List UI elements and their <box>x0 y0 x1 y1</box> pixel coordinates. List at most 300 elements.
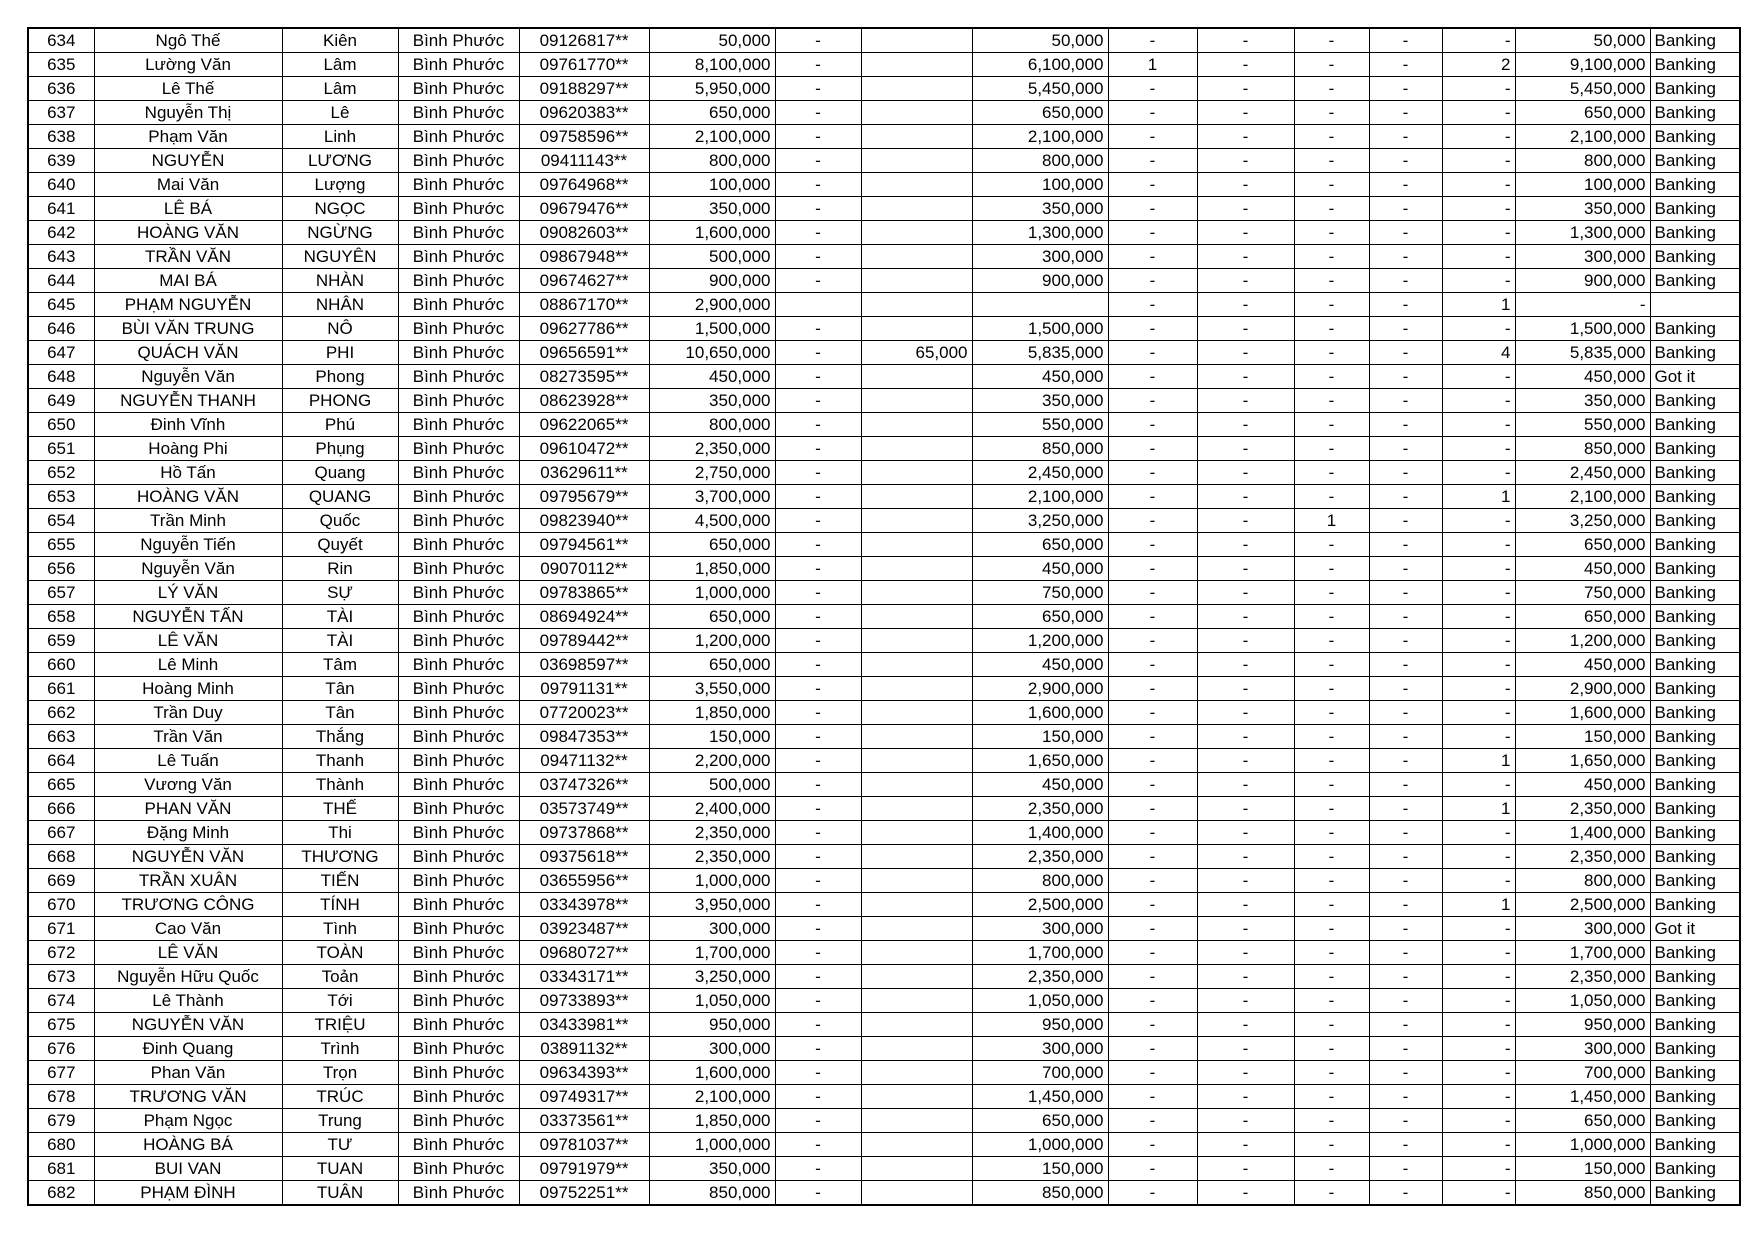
amount-cell: 800,000 <box>649 149 775 173</box>
dash-cell: - <box>775 557 861 581</box>
count-col-3: - <box>1294 28 1369 53</box>
amount-cell: 2,350,000 <box>649 845 775 869</box>
count-col-2: - <box>1197 605 1294 629</box>
total-cell: 900,000 <box>1515 269 1650 293</box>
province-cell: Bình Phước <box>398 941 519 965</box>
count-col-2: - <box>1197 1061 1294 1085</box>
count-col-4: - <box>1369 653 1442 677</box>
phone-cell: 09764968** <box>519 173 649 197</box>
province-cell: Bình Phước <box>398 1109 519 1133</box>
given-name-cell: Trình <box>282 1037 398 1061</box>
given-name-cell: TRIỆU <box>282 1013 398 1037</box>
row-number: 666 <box>28 797 94 821</box>
count-col-3: - <box>1294 365 1369 389</box>
count-col-3: - <box>1294 1037 1369 1061</box>
count-col-2: - <box>1197 173 1294 197</box>
paid-amount-cell: 2,350,000 <box>972 845 1108 869</box>
method-cell <box>1650 293 1740 317</box>
province-cell: Bình Phước <box>398 917 519 941</box>
method-cell: Banking <box>1650 677 1740 701</box>
count-col-2: - <box>1197 365 1294 389</box>
count-col-1: - <box>1108 461 1197 485</box>
method-cell: Banking <box>1650 533 1740 557</box>
paid-amount-cell: 650,000 <box>972 1109 1108 1133</box>
row-number: 660 <box>28 653 94 677</box>
count-col-3: - <box>1294 1085 1369 1109</box>
count-col-5: - <box>1442 149 1515 173</box>
fee-cell <box>861 365 972 389</box>
count-col-2: - <box>1197 869 1294 893</box>
phone-cell: 09733893** <box>519 989 649 1013</box>
dash-cell: - <box>775 365 861 389</box>
count-col-3: - <box>1294 413 1369 437</box>
amount-cell: 3,550,000 <box>649 677 775 701</box>
surname-cell: NGUYỄN VĂN <box>94 1013 282 1037</box>
dash-cell: - <box>775 677 861 701</box>
surname-cell: Trần Văn <box>94 725 282 749</box>
amount-cell: 3,250,000 <box>649 965 775 989</box>
count-col-2: - <box>1197 53 1294 77</box>
count-col-2: - <box>1197 149 1294 173</box>
paid-amount-cell: 550,000 <box>972 413 1108 437</box>
row-number: 663 <box>28 725 94 749</box>
province-cell: Bình Phước <box>398 1085 519 1109</box>
count-col-1: - <box>1108 197 1197 221</box>
row-number: 649 <box>28 389 94 413</box>
count-col-3: - <box>1294 197 1369 221</box>
paid-amount-cell: 5,835,000 <box>972 341 1108 365</box>
total-cell: 1,000,000 <box>1515 1133 1650 1157</box>
province-cell: Bình Phước <box>398 677 519 701</box>
count-col-5: - <box>1442 629 1515 653</box>
dash-cell: - <box>775 1037 861 1061</box>
table-row <box>28 197 1740 221</box>
given-name-cell: TÍNH <box>282 893 398 917</box>
count-col-4: - <box>1369 965 1442 989</box>
count-col-4: - <box>1369 869 1442 893</box>
paid-amount-cell: 3,250,000 <box>972 509 1108 533</box>
total-cell: 1,400,000 <box>1515 821 1650 845</box>
given-name-cell: Thanh <box>282 749 398 773</box>
count-col-5: 1 <box>1442 893 1515 917</box>
amount-cell: 2,200,000 <box>649 749 775 773</box>
method-cell: Banking <box>1650 893 1740 917</box>
row-number: 672 <box>28 941 94 965</box>
phone-cell: 09620383** <box>519 101 649 125</box>
count-col-3: - <box>1294 653 1369 677</box>
count-col-1: - <box>1108 581 1197 605</box>
dash-cell: - <box>775 125 861 149</box>
fee-cell <box>861 581 972 605</box>
count-col-3: - <box>1294 245 1369 269</box>
row-number: 654 <box>28 509 94 533</box>
count-col-4: - <box>1369 149 1442 173</box>
province-cell: Bình Phước <box>398 845 519 869</box>
given-name-cell: TIẾN <box>282 869 398 893</box>
count-col-3: - <box>1294 701 1369 725</box>
dash-cell: - <box>775 749 861 773</box>
province-cell: Bình Phước <box>398 437 519 461</box>
given-name-cell: Quốc <box>282 509 398 533</box>
count-col-5: - <box>1442 245 1515 269</box>
table-row <box>28 1109 1740 1133</box>
count-col-1: - <box>1108 1061 1197 1085</box>
method-cell: Banking <box>1650 197 1740 221</box>
fee-cell <box>861 461 972 485</box>
table-row <box>28 101 1740 125</box>
table-row <box>28 1061 1740 1085</box>
count-col-4: - <box>1369 1085 1442 1109</box>
method-cell: Banking <box>1650 1133 1740 1157</box>
given-name-cell: Phụng <box>282 437 398 461</box>
count-col-2: - <box>1197 77 1294 101</box>
row-number: 680 <box>28 1133 94 1157</box>
count-col-2: - <box>1197 1037 1294 1061</box>
method-cell: Banking <box>1650 1013 1740 1037</box>
count-col-3: - <box>1294 749 1369 773</box>
count-col-3: - <box>1294 485 1369 509</box>
given-name-cell: TRÚC <box>282 1085 398 1109</box>
count-col-3: - <box>1294 557 1369 581</box>
count-col-1: - <box>1108 821 1197 845</box>
row-number: 641 <box>28 197 94 221</box>
count-col-4: - <box>1369 749 1442 773</box>
count-col-1: - <box>1108 989 1197 1013</box>
total-cell: 850,000 <box>1515 437 1650 461</box>
table-row <box>28 989 1740 1013</box>
dash-cell: - <box>775 509 861 533</box>
fee-cell <box>861 1181 972 1206</box>
count-col-4: - <box>1369 461 1442 485</box>
given-name-cell: TUÂN <box>282 1181 398 1206</box>
paid-amount-cell <box>972 293 1108 317</box>
total-cell: - <box>1515 293 1650 317</box>
phone-cell: 09791131** <box>519 677 649 701</box>
fee-cell <box>861 149 972 173</box>
given-name-cell: NHÀN <box>282 269 398 293</box>
given-name-cell: Kiên <box>282 28 398 53</box>
amount-cell: 650,000 <box>649 533 775 557</box>
count-col-4: - <box>1369 389 1442 413</box>
given-name-cell: LƯƠNG <box>282 149 398 173</box>
count-col-4: - <box>1369 797 1442 821</box>
table-row <box>28 749 1740 773</box>
count-col-5: - <box>1442 269 1515 293</box>
amount-cell: 2,100,000 <box>649 125 775 149</box>
given-name-cell: Tới <box>282 989 398 1013</box>
count-col-4: - <box>1369 173 1442 197</box>
table-row <box>28 125 1740 149</box>
count-col-5: - <box>1442 989 1515 1013</box>
total-cell: 2,500,000 <box>1515 893 1650 917</box>
phone-cell: 03373561** <box>519 1109 649 1133</box>
count-col-5: - <box>1442 965 1515 989</box>
amount-cell: 650,000 <box>649 605 775 629</box>
row-number: 638 <box>28 125 94 149</box>
count-col-1: - <box>1108 125 1197 149</box>
count-col-5: 1 <box>1442 797 1515 821</box>
method-cell: Banking <box>1650 53 1740 77</box>
count-col-1: - <box>1108 317 1197 341</box>
surname-cell: Trần Minh <box>94 509 282 533</box>
count-col-5: - <box>1442 917 1515 941</box>
count-col-1: - <box>1108 245 1197 269</box>
paid-amount-cell: 450,000 <box>972 653 1108 677</box>
table-row <box>28 1037 1740 1061</box>
method-cell: Got it <box>1650 917 1740 941</box>
count-col-4: - <box>1369 77 1442 101</box>
table-row <box>28 341 1740 365</box>
table-row <box>28 845 1740 869</box>
table-row <box>28 485 1740 509</box>
amount-cell: 1,000,000 <box>649 581 775 605</box>
province-cell: Bình Phước <box>398 28 519 53</box>
total-cell: 700,000 <box>1515 1061 1650 1085</box>
amount-cell: 800,000 <box>649 413 775 437</box>
phone-cell: 09749317** <box>519 1085 649 1109</box>
count-col-5: - <box>1442 437 1515 461</box>
province-cell: Bình Phước <box>398 77 519 101</box>
paid-amount-cell: 1,200,000 <box>972 629 1108 653</box>
phone-cell: 09375618** <box>519 845 649 869</box>
count-col-1: - <box>1108 629 1197 653</box>
surname-cell: LÊ BÁ <box>94 197 282 221</box>
province-cell: Bình Phước <box>398 725 519 749</box>
phone-cell: 03343978** <box>519 893 649 917</box>
given-name-cell: TOÀN <box>282 941 398 965</box>
table-row <box>28 533 1740 557</box>
count-col-4: - <box>1369 1037 1442 1061</box>
total-cell: 2,350,000 <box>1515 845 1650 869</box>
count-col-3: - <box>1294 677 1369 701</box>
surname-cell: TRƯƠNG CÔNG <box>94 893 282 917</box>
amount-cell: 8,100,000 <box>649 53 775 77</box>
province-cell: Bình Phước <box>398 701 519 725</box>
province-cell: Bình Phước <box>398 1061 519 1085</box>
count-col-1: - <box>1108 365 1197 389</box>
table-row <box>28 653 1740 677</box>
row-number: 675 <box>28 1013 94 1037</box>
count-col-2: - <box>1197 941 1294 965</box>
phone-cell: 09791979** <box>519 1157 649 1181</box>
amount-cell: 1,850,000 <box>649 701 775 725</box>
province-cell: Bình Phước <box>398 821 519 845</box>
surname-cell: PHẠM NGUYỄN <box>94 293 282 317</box>
fee-cell <box>861 965 972 989</box>
count-col-5: - <box>1442 557 1515 581</box>
count-col-1: - <box>1108 341 1197 365</box>
total-cell: 5,835,000 <box>1515 341 1650 365</box>
paid-amount-cell: 50,000 <box>972 28 1108 53</box>
count-col-2: - <box>1197 269 1294 293</box>
province-cell: Bình Phước <box>398 629 519 653</box>
row-number: 669 <box>28 869 94 893</box>
count-col-3: - <box>1294 317 1369 341</box>
row-number: 647 <box>28 341 94 365</box>
dash-cell: - <box>775 437 861 461</box>
count-col-3: - <box>1294 965 1369 989</box>
total-cell: 1,300,000 <box>1515 221 1650 245</box>
count-col-5: - <box>1442 1037 1515 1061</box>
province-cell: Bình Phước <box>398 1157 519 1181</box>
province-cell: Bình Phước <box>398 1037 519 1061</box>
count-col-3: - <box>1294 1157 1369 1181</box>
count-col-1: - <box>1108 485 1197 509</box>
count-col-2: - <box>1197 845 1294 869</box>
table-row <box>28 821 1740 845</box>
row-number: 636 <box>28 77 94 101</box>
method-cell: Banking <box>1650 845 1740 869</box>
fee-cell <box>861 1133 972 1157</box>
count-col-2: - <box>1197 989 1294 1013</box>
dash-cell: - <box>775 653 861 677</box>
amount-cell: 1,000,000 <box>649 869 775 893</box>
table-row <box>28 917 1740 941</box>
total-cell: 350,000 <box>1515 389 1650 413</box>
given-name-cell: Phú <box>282 413 398 437</box>
count-col-4: - <box>1369 941 1442 965</box>
paid-amount-cell: 1,450,000 <box>972 1085 1108 1109</box>
count-col-2: - <box>1197 317 1294 341</box>
method-cell: Banking <box>1650 581 1740 605</box>
row-number: 634 <box>28 28 94 53</box>
province-cell: Bình Phước <box>398 509 519 533</box>
province-cell: Bình Phước <box>398 1181 519 1206</box>
surname-cell: NGUYỄN VĂN <box>94 845 282 869</box>
given-name-cell: Rin <box>282 557 398 581</box>
amount-cell: 4,500,000 <box>649 509 775 533</box>
fee-cell <box>861 869 972 893</box>
amount-cell: 2,350,000 <box>649 821 775 845</box>
fee-cell <box>861 269 972 293</box>
amount-cell: 2,350,000 <box>649 437 775 461</box>
paid-amount-cell: 150,000 <box>972 725 1108 749</box>
count-col-3: - <box>1294 461 1369 485</box>
given-name-cell: Thi <box>282 821 398 845</box>
total-cell: 650,000 <box>1515 101 1650 125</box>
province-cell: Bình Phước <box>398 221 519 245</box>
surname-cell: Lê Thế <box>94 77 282 101</box>
count-col-1: - <box>1108 797 1197 821</box>
fee-cell <box>861 1109 972 1133</box>
row-number: 645 <box>28 293 94 317</box>
province-cell: Bình Phước <box>398 149 519 173</box>
count-col-3: - <box>1294 989 1369 1013</box>
count-col-2: - <box>1197 28 1294 53</box>
amount-cell: 2,750,000 <box>649 461 775 485</box>
dash-cell: - <box>775 581 861 605</box>
count-col-5: - <box>1442 317 1515 341</box>
count-col-2: - <box>1197 1133 1294 1157</box>
count-col-5: - <box>1442 1085 1515 1109</box>
count-col-2: - <box>1197 509 1294 533</box>
dash-cell: - <box>775 77 861 101</box>
total-cell: 850,000 <box>1515 1181 1650 1206</box>
surname-cell: TRƯƠNG VĂN <box>94 1085 282 1109</box>
method-cell: Banking <box>1650 341 1740 365</box>
count-col-2: - <box>1197 1013 1294 1037</box>
row-number: 674 <box>28 989 94 1013</box>
surname-cell: Ngô Thế <box>94 28 282 53</box>
given-name-cell: Tình <box>282 917 398 941</box>
dash-cell: - <box>775 413 861 437</box>
method-cell: Banking <box>1650 269 1740 293</box>
amount-cell: 10,650,000 <box>649 341 775 365</box>
table-row <box>28 509 1740 533</box>
surname-cell: NGUYỄN TẤN <box>94 605 282 629</box>
total-cell: 800,000 <box>1515 869 1650 893</box>
count-col-1: - <box>1108 749 1197 773</box>
count-col-3: - <box>1294 893 1369 917</box>
table-row <box>28 413 1740 437</box>
given-name-cell: TÀI <box>282 605 398 629</box>
phone-cell: 03891132** <box>519 1037 649 1061</box>
row-number: 668 <box>28 845 94 869</box>
paid-amount-cell: 2,100,000 <box>972 485 1108 509</box>
dash-cell: - <box>775 173 861 197</box>
province-cell: Bình Phước <box>398 269 519 293</box>
count-col-5: - <box>1442 1133 1515 1157</box>
method-cell: Banking <box>1650 485 1740 509</box>
count-col-5: - <box>1442 533 1515 557</box>
dash-cell: - <box>775 485 861 509</box>
fee-cell <box>861 509 972 533</box>
total-cell: 300,000 <box>1515 917 1650 941</box>
province-cell: Bình Phước <box>398 389 519 413</box>
province-cell: Bình Phước <box>398 965 519 989</box>
method-cell: Banking <box>1650 989 1740 1013</box>
count-col-2: - <box>1197 125 1294 149</box>
method-cell: Banking <box>1650 125 1740 149</box>
surname-cell: Lê Tuấn <box>94 749 282 773</box>
count-col-1: - <box>1108 701 1197 725</box>
row-number: 635 <box>28 53 94 77</box>
method-cell: Banking <box>1650 1157 1740 1181</box>
count-col-4: - <box>1369 1133 1442 1157</box>
row-number: 643 <box>28 245 94 269</box>
phone-cell: 03747326** <box>519 773 649 797</box>
phone-cell: 09761770** <box>519 53 649 77</box>
province-cell: Bình Phước <box>398 341 519 365</box>
count-col-1: - <box>1108 893 1197 917</box>
fee-cell <box>861 701 972 725</box>
amount-cell: 1,050,000 <box>649 989 775 1013</box>
amount-cell: 3,950,000 <box>649 893 775 917</box>
surname-cell: HOÀNG VĂN <box>94 485 282 509</box>
given-name-cell: TUAN <box>282 1157 398 1181</box>
province-cell: Bình Phước <box>398 101 519 125</box>
given-name-cell: Quyết <box>282 533 398 557</box>
surname-cell: Đinh Vĩnh <box>94 413 282 437</box>
phone-cell: 09758596** <box>519 125 649 149</box>
count-col-4: - <box>1369 629 1442 653</box>
count-col-5: - <box>1442 125 1515 149</box>
fee-cell <box>861 197 972 221</box>
province-cell: Bình Phước <box>398 1013 519 1037</box>
dash-cell: - <box>775 221 861 245</box>
method-cell: Banking <box>1650 1109 1740 1133</box>
count-col-3: - <box>1294 125 1369 149</box>
table-row <box>28 773 1740 797</box>
count-col-1: - <box>1108 773 1197 797</box>
phone-cell: 03629611** <box>519 461 649 485</box>
dash-cell: - <box>775 53 861 77</box>
row-number: 682 <box>28 1181 94 1206</box>
table-row <box>28 269 1740 293</box>
province-cell: Bình Phước <box>398 197 519 221</box>
count-col-4: - <box>1369 197 1442 221</box>
paid-amount-cell: 6,100,000 <box>972 53 1108 77</box>
